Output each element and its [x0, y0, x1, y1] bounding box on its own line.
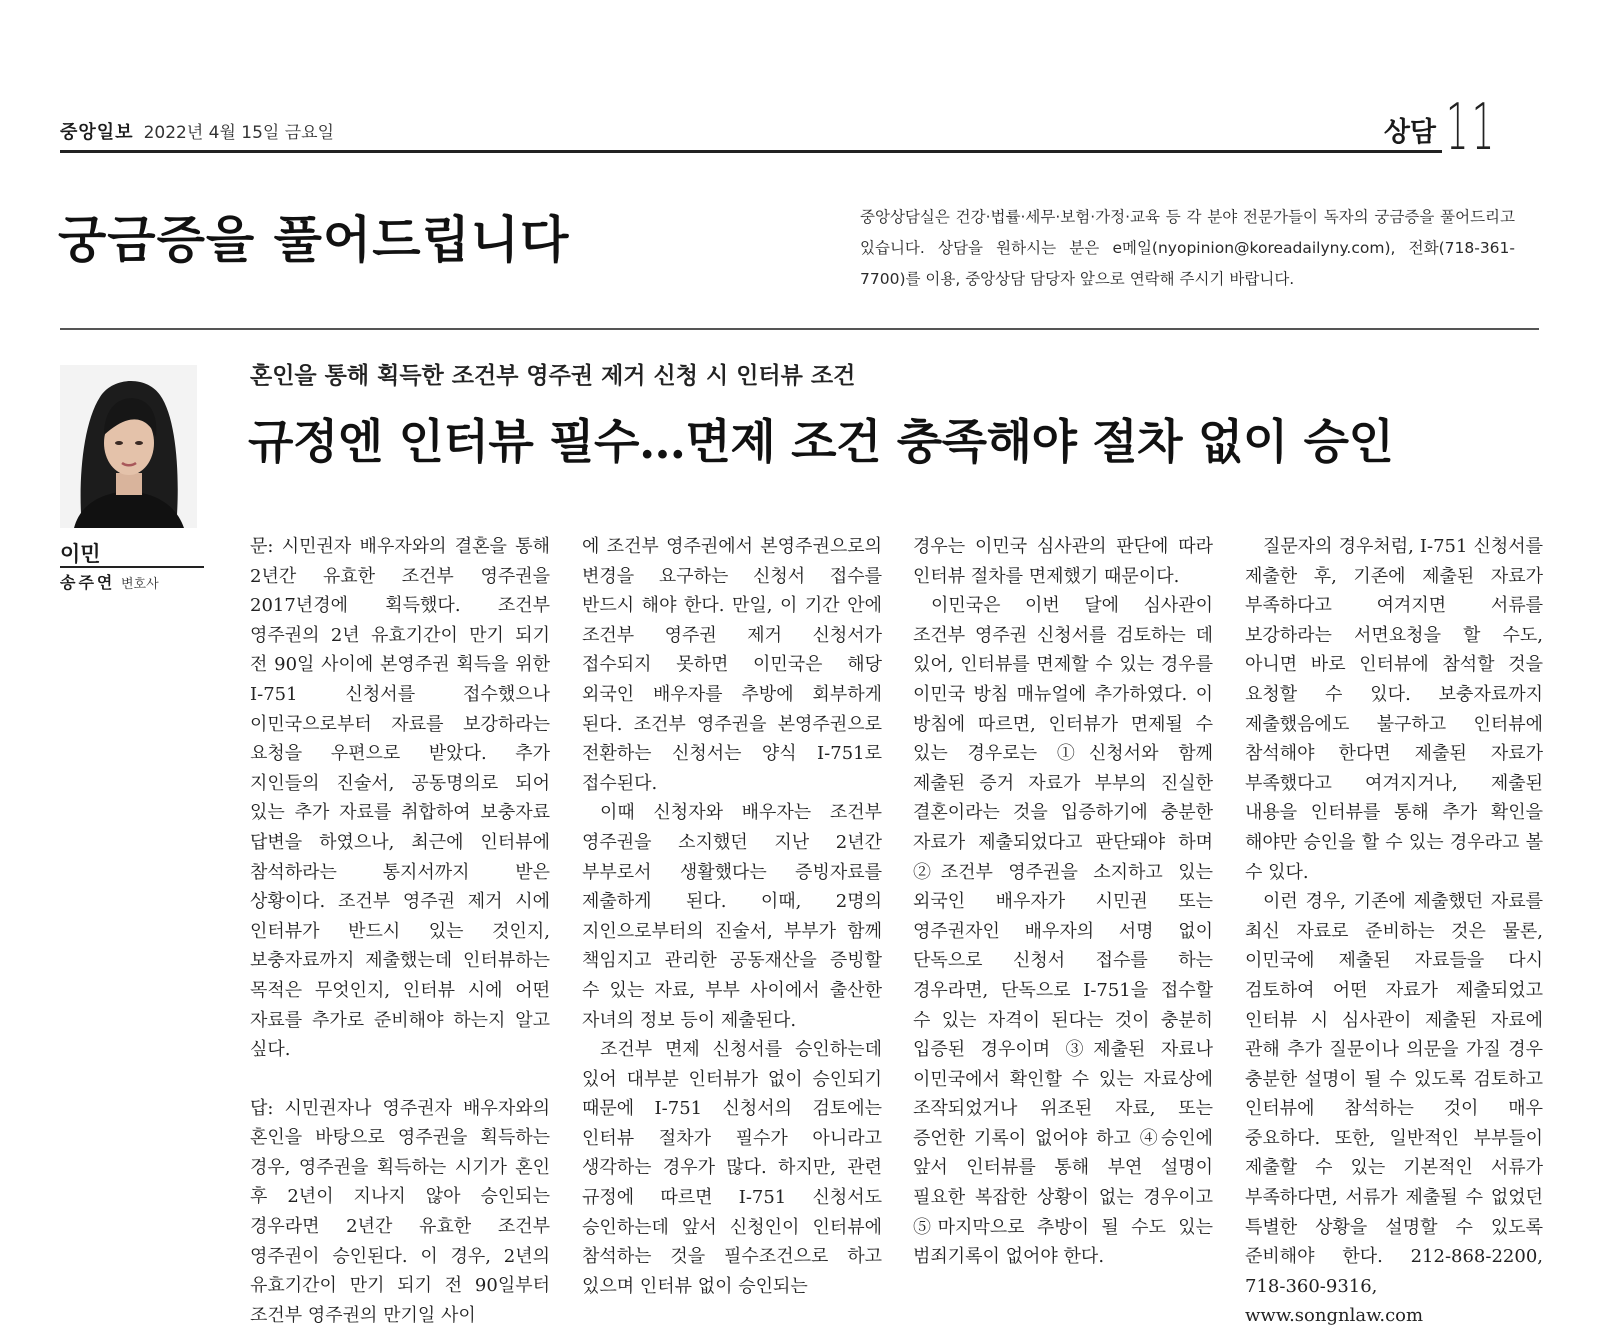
column-banner-description: 중앙상담실은 건강·법률·세무·보험·가정·교육 등 각 분야 전문가들이 독자의 궁금증을 풀어드리고 있습니다. 상담을 원하시는 분은 e메일(nyopinion@koreadailyny.com), 전화(718-361-7700)를 이용, 중앙상담 담당자 앞으로 연락해 주시기 바랍니다. [860, 208, 1515, 288]
issue-date: 2022년 4월 15일 금요일 [143, 123, 335, 143]
author-role: 변호사 [120, 577, 159, 592]
body-paragraph: 이민국은 이번 달에 심사관이 조건부 영주권 신청서를 검토하는 데 있어, 인터뷰를 면제할 수 있는 경우를 이민국 방침 매뉴얼에 추가하였다. 이 방침에 따르면, 인터뷰가 면제될 수 있는 경우로는 ①신청서와 함께 제출된 증거 자료가 부부의 진실한 결혼이라는 것을 입증하기에 충분한 자료가 제출되었다고 판단돼야 하며 ②조건부 영주권을 소지하고 있는 외국인 배우자가 시민권 또는 영주권자인 배우자의 서명 없이 단독으로 신청서 접수를 하는 경우라면, 단독으로 I-751을 접수할 수 있는 자격이 된다는 것이 충분히 입증된 경우이며 ③제출된 자료나 이민국에서 확인할 수 있는 자료상에 조작되었거나 위조된 자료, 또는 증언한 기록이 없어야 하고 ④승인에 앞서 인터뷰를 통해 부연 설명이 필요한 복잡한 상황이 없는 경우이고 ⑤마지막으로 추방이 될 수도 있는 범죄기록이 없어야 한다. [913, 595, 1213, 1268]
article-column-3 [913, 532, 1213, 1272]
author-photo [60, 365, 197, 528]
author-name: 송주연 [60, 573, 116, 592]
masthead [60, 118, 334, 144]
category-label: 이민 [60, 542, 101, 566]
article-column-1 [250, 532, 550, 1330]
body-paragraph: 질문자의 경우처럼, I-751 신청서를 제출한 후, 기존에 제출된 자료가 부족하다고 여겨지면 서류를 보강하라는 서면요청을 할 수도, 아니면 바로 인터뷰에 참석할 것을 요청할 수 있다. 보충자료까지 제출했음에도 불구하고 인터뷰에 참석해야 한다면 제출된 자료가 부족했다고 여겨지거나, 제출된 내용을 인터뷰를 통해 추가 확인을 해야만 승인을 할 수 있는 경우라고 볼 수 있다. [1245, 536, 1543, 883]
body-paragraph: 조건부 면제 신청서를 승인하는데 있어 대부분 인터뷰가 없이 승인되기 때문에 I-751 신청서의 검토에는 인터뷰 절차가 필수가 아니라고 생각하는 경우가 많다. 하지만, 관련 규정에 따르면 I-751 신청서도 승인하는데 앞서 신청인이 인터뷰에 참석하는 것을 필수조건으로 하고 있으며 인터뷰 없이 승인되는 [582, 1039, 882, 1297]
answer-paragraph: 답: 시민권자나 영주권자 배우자와의 혼인을 바탕으로 영주권을 획득하는 경우, 영주권을 획득하는 시기가 혼인 후 2년이 지나지 않아 승인되는 경우라면 2년간 유효한 조건부 영주권이 승인된다. 이 경우, 2년의 유효기간이 만기 되기 전 90일부터 조건부 영주권의 만기일 사이 [250, 1097, 550, 1326]
banner-divider [60, 328, 1539, 330]
header-divider [60, 150, 1442, 153]
article-headline: 규정엔 인터뷰 필수…면제 조건 충족해야 절차 없이 승인 [248, 415, 1394, 470]
newspaper-name: 중앙일보 [60, 122, 134, 143]
section-label: 상담 [1383, 117, 1436, 148]
article-subheadline: 혼인을 통해 획득한 조건부 영주권 제거 신청 시 인터뷰 조건 [250, 363, 856, 389]
body-paragraph: 이때 신청자와 배우자는 조건부 영주권을 소지했던 지난 2년간 부부로서 생활했다는 증빙자료를 제출하게 된다. 이때, 2명의 지인으로부터의 진술서, 부부가 함께 책임지고 관리한 공동재산을 증빙할 수 있는 자료, 부부 사이에서 출산한 자녀의 정보 등이 제출된다. [582, 802, 882, 1031]
body-paragraph: 이런 경우, 기존에 제출했던 자료를 최신 자료로 준비하는 것은 물론, 이민국에 제출된 자료들을 다시 검토하여 어떤 자료가 제출되었고 인터뷰 시 심사관이 제출된 자료에 관해 추가 질문이나 의문을 가질 경우 충분한 설명이 될 수 있도록 검토하고 인터뷰에 참석하는 것이 매우 중요하다. 또한, 일반적인 부부들이 제출할 수 있는 기본적인 서류가 부족하다면, 서류가 제출될 수 없었던 특별한 상황을 설명할 수 있도록 준비해야 한다. 212-868-2200, 718-360-9316, www.songnlaw.com [1245, 891, 1543, 1327]
page-number: 11 [1446, 91, 1498, 165]
question-paragraph: 문: 시민권자 배우자와의 결혼을 통해 2년간 유효한 조건부 영주권을 2017년경에 획득했다. 조건부 영주권의 2년 유효기간이 만기 되기 전 90일 사이에 본영주권 획득을 위한 I-751 신청서를 접수했으나 이민국으로부터 자료를 보강하라는 요청을 우편으로 받았다. 추가 지인들의 진술서, 공동명의로 되어 있는 추가 자료를 취합하여 보충자료 답변을 하였으나, 최근에 인터뷰에 참석하라는 통지서까지 받은 상황이다. 조건부 영주권 제거 시에 인터뷰가 반드시 있는 것인지, 보충자료까지 제출했는데 인터뷰하는 목적은 무엇인지, 인터뷰 시에 어떤 자료를 추가로 준비해야 하는지 알고 싶다. [250, 536, 550, 1061]
category-divider [60, 566, 204, 568]
article-column-4 [1245, 532, 1543, 1331]
body-paragraph: 경우는 이민국 심사관의 판단에 따라 인터뷰 절차를 면제했기 때문이다. [913, 536, 1213, 587]
body-paragraph: 에 조건부 영주권에서 본영주권으로의 변경을 요구하는 신청서 접수를 반드시 해야 한다. 만일, 이 기간 안에 조건부 영주권 제거 신청서가 접수되지 못하면 이민국은 해당 외국인 배우자를 추방에 회부하게 된다. 조건부 영주권을 본영주권으로 전환하는 신청서는 양식 I-751로 접수된다. [582, 536, 882, 794]
article-column-2 [582, 532, 882, 1301]
column-banner-title: 궁금증을 풀어드립니다 [58, 211, 570, 269]
author-byline [60, 570, 159, 593]
portrait-illustration [60, 365, 197, 528]
